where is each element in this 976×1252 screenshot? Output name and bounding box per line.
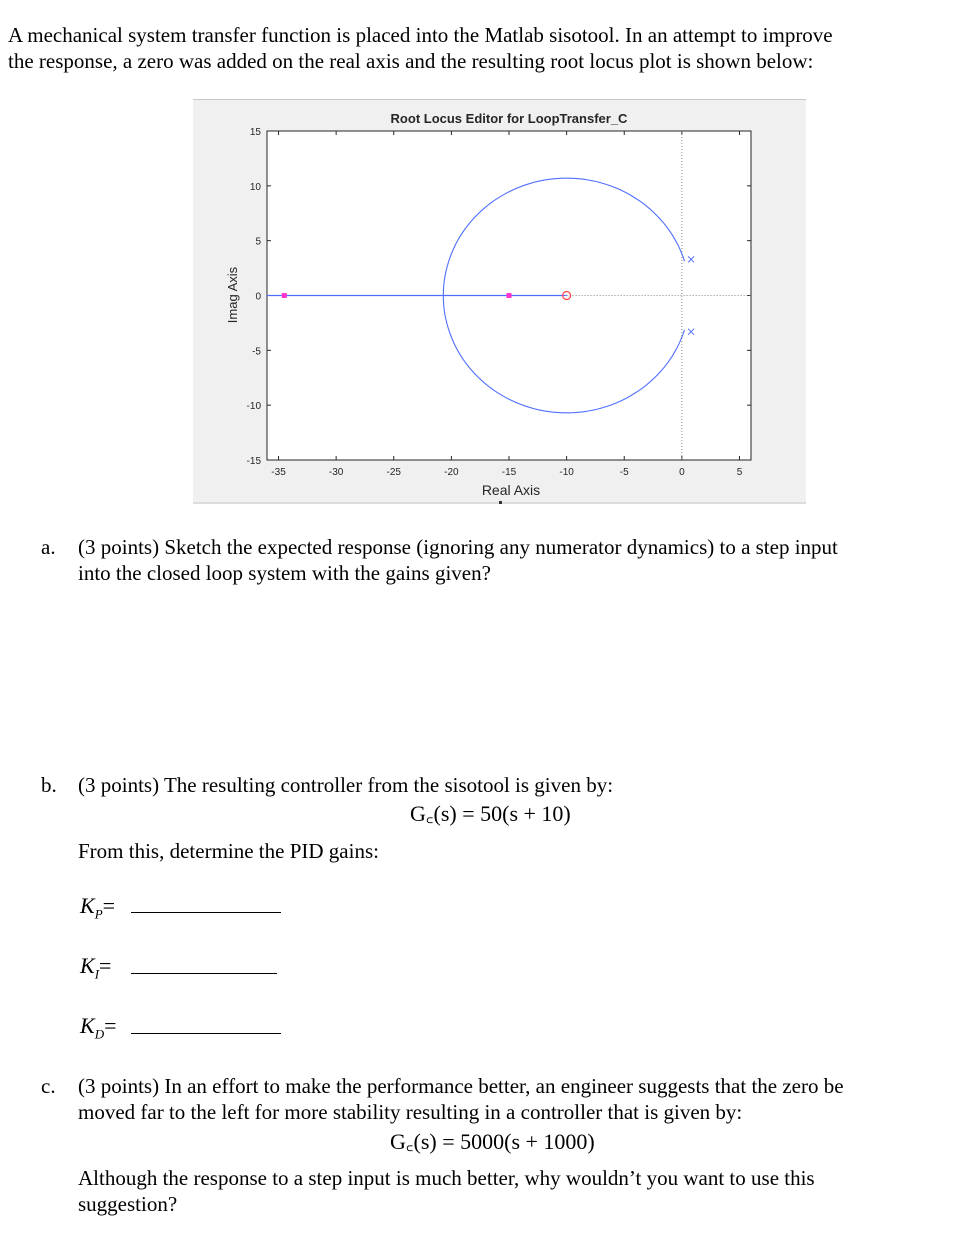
closed-loop-pole-1 bbox=[507, 293, 512, 298]
controller-equation-c: G꜀(s) = 5000(s + 1000) bbox=[390, 1129, 595, 1154]
x-tick-label: 0 bbox=[679, 467, 685, 478]
kp-answer-blank[interactable] bbox=[131, 912, 281, 913]
gain-kd-label: $K_D=$ bbox=[80, 1013, 117, 1042]
intro-line-1: A mechanical system transfer function is placed into the Matlab sisotool. In an attempt to improve bbox=[8, 23, 833, 47]
question-b-prompt: From this, determine the PID gains: bbox=[78, 839, 379, 863]
y-tick-label: 15 bbox=[249, 127, 261, 138]
x-tick-label: -25 bbox=[386, 467, 401, 478]
question-c-line-3: Although the response to a step input is much better, why wouldn’t you want to use this bbox=[78, 1166, 815, 1190]
x-tick-label: -30 bbox=[328, 467, 344, 478]
kd-answer-blank[interactable] bbox=[131, 1033, 281, 1034]
y-tick-label: -15 bbox=[246, 456, 261, 467]
question-c-line-4: suggestion? bbox=[78, 1192, 178, 1216]
y-tick-label: -5 bbox=[252, 346, 261, 358]
question-a-line-1: (3 points) Sketch the expected response (ignoring any numerator dynamics) to a step input bbox=[78, 535, 838, 559]
y-axis-label: Imag Axis bbox=[225, 266, 240, 324]
intro-line-2: the response, a zero was added on the real axis and the resulting root locus plot is shown below: bbox=[8, 49, 814, 73]
question-a-line-2: into the closed loop system with the gains given? bbox=[78, 561, 491, 585]
x-tick-label: -10 bbox=[559, 467, 574, 478]
x-tick-label: -35 bbox=[271, 467, 286, 478]
chart-title: Root Locus Editor for LoopTransfer_C bbox=[390, 111, 628, 126]
question-c-marker: c. bbox=[41, 1074, 56, 1098]
x-tick-label: -5 bbox=[619, 467, 629, 478]
closed-loop-pole-0 bbox=[282, 293, 287, 298]
question-c-line-1: (3 points) In an effort to make the performance better, an engineer suggests that the zero be bbox=[78, 1074, 844, 1098]
x-axis-label: Real Axis bbox=[481, 482, 541, 498]
ki-answer-blank[interactable] bbox=[131, 973, 277, 974]
question-c-line-2: moved far to the left for more stability resulting in a controller that is given by: bbox=[78, 1100, 743, 1124]
gain-ki-label: $K_I=$ bbox=[80, 953, 112, 982]
x-tick-label: -15 bbox=[501, 467, 517, 478]
x-tick-label: -20 bbox=[444, 467, 459, 478]
controller-equation-b: G꜀(s) = 50(s + 10) bbox=[410, 801, 571, 826]
gain-kp-label: $K_P=$ bbox=[80, 893, 116, 922]
y-tick-label: 10 bbox=[249, 181, 261, 193]
root-locus-chart bbox=[193, 99, 806, 503]
question-b-marker: b. bbox=[41, 773, 57, 797]
y-tick-label: 0 bbox=[255, 291, 261, 303]
x-tick-label: 5 bbox=[736, 467, 743, 478]
y-tick-label: 5 bbox=[255, 236, 261, 248]
question-b-line-1: (3 points) The resulting controller from the sisotool is given by: bbox=[78, 773, 614, 797]
question-a-marker: a. bbox=[41, 535, 56, 559]
y-tick-label: -10 bbox=[246, 401, 261, 413]
